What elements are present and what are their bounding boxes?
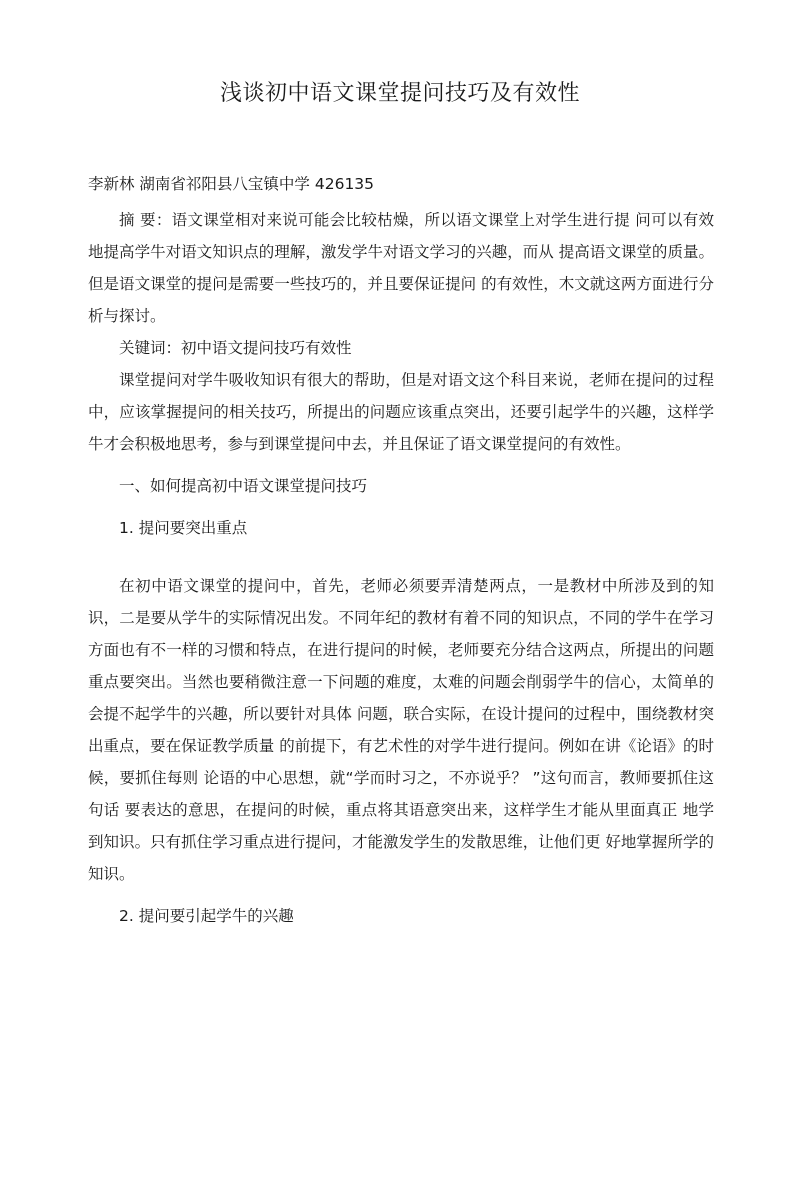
document-body xyxy=(88,168,714,932)
section-heading: 一、如何提高初中语文课堂提问技巧 xyxy=(119,477,368,495)
subsection-heading: 1. 提问要突出重点 xyxy=(119,519,248,537)
intro-paragraph: 课堂提问对学牛吸收知识有很大的帮助，但是对语文这个科目来说，老师在提问的过程中，应该掌握提问的相关技巧，所提出的问题应该重点突出，还要引起学牛的兴趣，这样学牛才会积极地思考，参与到课堂提问中去，并且保证了语文课堂提问的有效性。 xyxy=(88,371,714,453)
subsection-heading: 2. 提问要引起学牛的兴趣 xyxy=(119,907,294,925)
abstract-paragraph: 摘 要：语文课堂相对来说可能会比较枯燥，所以语文课堂上对学生进行提 问可以有效地提高学牛对语文知识点的理解，激发学牛对语文学习的兴趣，而从 提高语文课堂的质量。但是语文课堂的提问是需要一些技巧的，并且要保证提问 的有效性，木文就这两方面进行分析与探讨。 xyxy=(88,211,714,325)
document-title: 浅谈初中语文课堂提问技巧及有效性 xyxy=(219,81,580,106)
body-paragraph: 在初中语文课堂的提问中，首先，老师必须要弄清楚两点，一是教材中所涉及到的知识，二是要从学牛的实际情况出发。不同年纪的教材有着不同的知识点，不同的学牛在学习方面也有不一样的习惯和特点，在进行提问的时候，老师要充分结合这两点，所提出的问题重点要突出。当然也要稍微注意一下问题的难度，太难的问题会削弱学牛的信心，太简单的会提不起学牛的兴趣，所以要针对具体 问题，联合实际，在设计提问的过程中，围绕教材突出重点，要在保证教学质量 的前提下，有艺术性的对学牛进行提问。例如在讲《论语》的时候，要抓住每则 论语的中心思想，就“学而时习之，不亦说乎？ ”这句而言，教师要抓住这句话 要表达的意思，在提问的时候，重点将其语意突出来，这样学生才能从里面真正 地学到知识。只有抓住学习重点进行提问，才能激发学生的发散思维，让他们更 好地掌握所学的知识。 xyxy=(88,577,714,883)
author-line: 李新林 湖南省祁阳县八宝镇中学 426135 xyxy=(88,175,375,193)
keywords-line: 关键词：初中语文提问技巧有效性 xyxy=(119,339,352,357)
